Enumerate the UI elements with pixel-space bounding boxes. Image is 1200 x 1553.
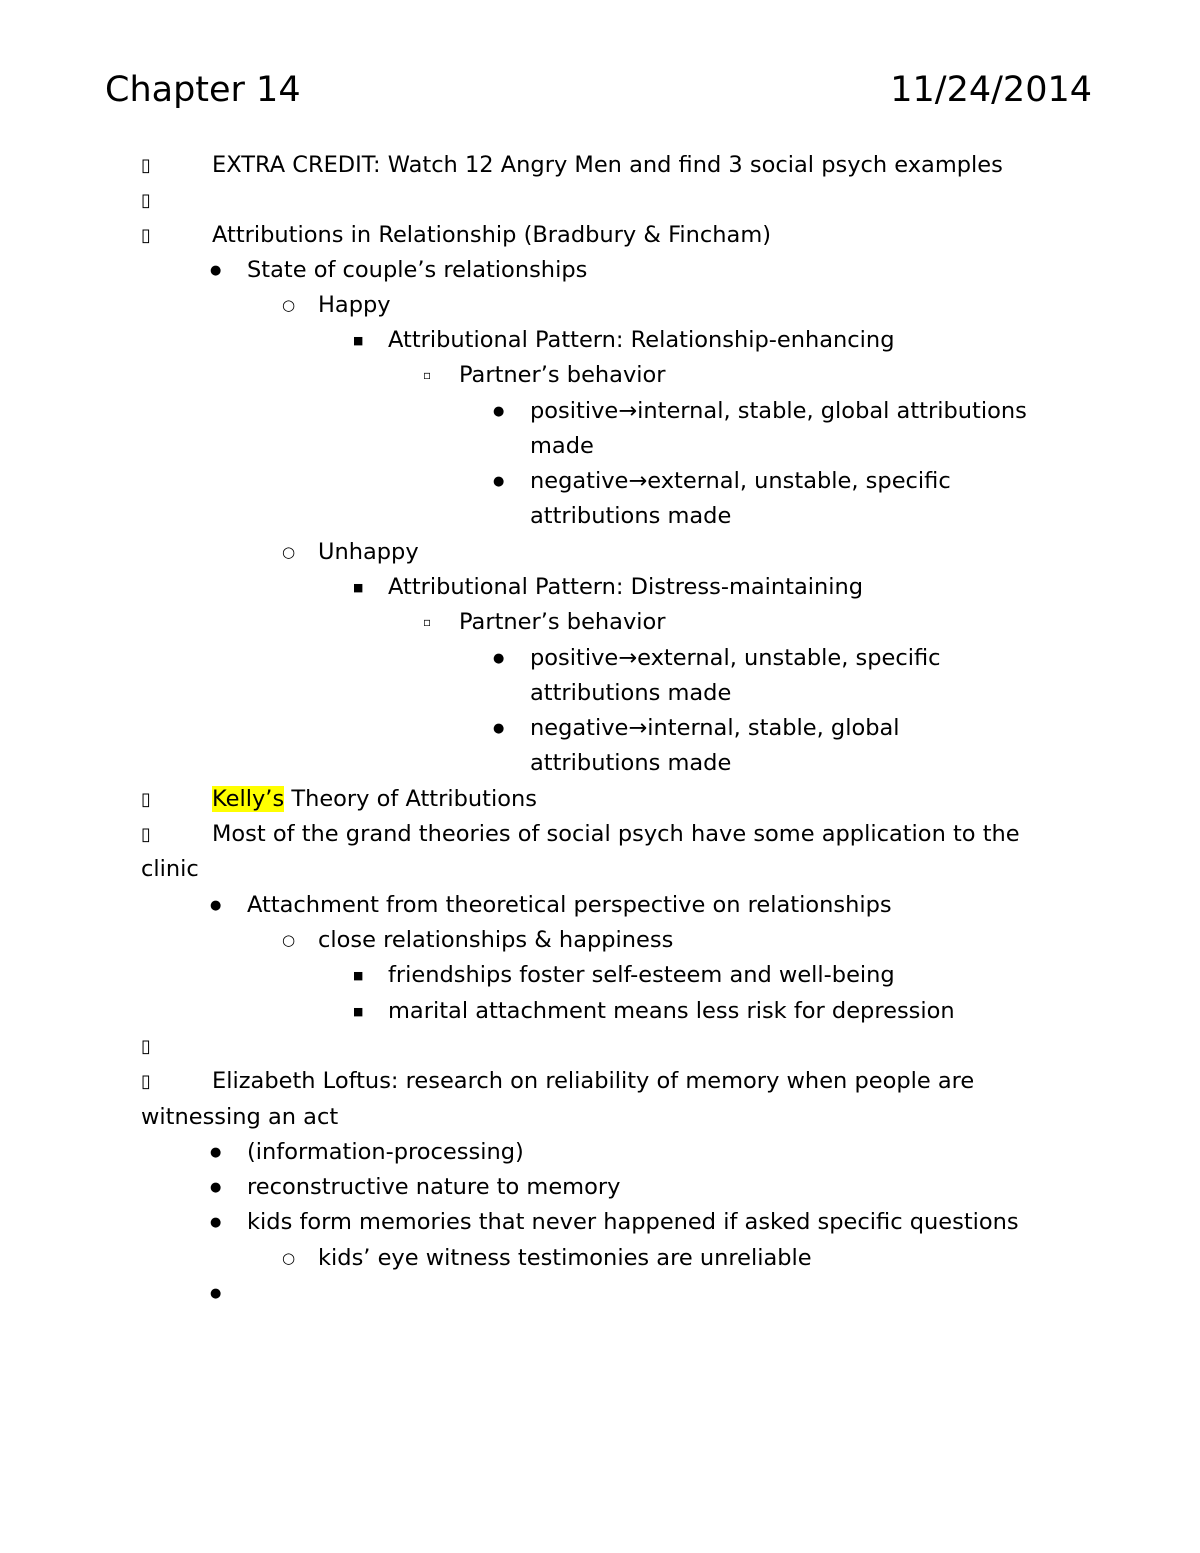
note-text — [530, 711, 900, 746]
note-line — [0, 394, 1200, 429]
box-bullet-icon: ▯ — [141, 1036, 151, 1057]
note-line — [0, 464, 1200, 499]
note-text: kids’ eye witness testimonies are unreliable — [318, 1245, 812, 1271]
note-line — [0, 253, 1200, 288]
note-text: kids form memories that never happened if asked specific questions — [247, 1209, 1019, 1235]
square-bullet-icon: ■ — [353, 1005, 364, 1018]
disc-bullet-icon: ● — [493, 474, 505, 489]
note-text-part: Theory of Attributions — [284, 786, 538, 812]
circle-bullet-icon: ○ — [282, 1249, 296, 1267]
disc-bullet-icon: ● — [210, 1286, 222, 1301]
note-line — [0, 817, 1200, 852]
square-bullet-icon: ■ — [353, 334, 364, 347]
note-text-part: external, unstable, specific — [647, 468, 951, 494]
note-line — [0, 782, 1200, 817]
note-line — [0, 358, 1200, 393]
note-text: attributions made — [530, 503, 732, 529]
note-text: Attributional Pattern: Relationship-enhancing — [388, 327, 895, 353]
note-text: friendships foster self-esteem and well-being — [388, 962, 895, 988]
square-bullet-icon: ■ — [353, 969, 364, 982]
note-text-part: external, unstable, specific — [637, 645, 941, 671]
note-text: (information-processing) — [247, 1139, 524, 1165]
note-text: Happy — [318, 292, 391, 318]
highlighted-text: Kelly’s — [212, 786, 285, 812]
note-line — [0, 499, 1200, 534]
circle-bullet-icon: ○ — [282, 931, 296, 949]
box-bullet-icon: ▯ — [141, 190, 151, 211]
note-line — [0, 746, 1200, 781]
note-text: Unhappy — [318, 539, 419, 565]
note-text: Attachment from theoretical perspective on relationships — [247, 892, 892, 918]
disc-bullet-icon: ● — [210, 1215, 222, 1230]
note-line — [0, 1170, 1200, 1205]
note-text-part: internal, stable, global — [647, 715, 900, 741]
note-text: Attributional Pattern: Distress-maintaining — [388, 574, 864, 600]
note-line — [0, 1029, 1200, 1064]
note-line — [0, 1241, 1200, 1276]
disc-bullet-icon: ● — [493, 721, 505, 736]
note-text: witnessing an act — [141, 1104, 339, 1130]
note-text: State of couple’s relationships — [247, 257, 588, 283]
note-text: Attributions in Relationship (Bradbury & Fincham) — [212, 222, 772, 248]
note-line — [0, 1276, 1200, 1311]
square-bullet-icon: ■ — [353, 581, 364, 594]
note-text: Partner’s behavior — [459, 609, 666, 635]
note-line — [0, 923, 1200, 958]
page-title: Chapter 14 — [105, 70, 301, 110]
disc-bullet-icon: ● — [210, 263, 222, 278]
note-line — [0, 641, 1200, 676]
note-line — [0, 570, 1200, 605]
note-text: attributions made — [530, 750, 732, 776]
note-line — [0, 605, 1200, 640]
box-bullet-icon: ▯ — [141, 155, 151, 176]
box-bullet-icon: ▯ — [141, 824, 151, 845]
note-text — [530, 464, 951, 499]
disc-bullet-icon: ● — [210, 898, 222, 913]
note-line — [0, 852, 1200, 887]
note-text — [530, 641, 941, 676]
arrow-icon: → — [628, 715, 648, 741]
note-text-part: negative — [530, 468, 629, 494]
circle-bullet-icon: ○ — [282, 296, 296, 314]
note-text: attributions made — [530, 680, 732, 706]
note-text: clinic — [141, 856, 199, 882]
note-text: Partner’s behavior — [459, 362, 666, 388]
note-text: Most of the grand theories of social psych have some application to the — [212, 821, 1020, 847]
note-line — [0, 183, 1200, 218]
note-line — [0, 888, 1200, 923]
note-line — [0, 958, 1200, 993]
note-text-part: negative — [530, 715, 629, 741]
arrow-icon: → — [628, 468, 648, 494]
note-text: EXTRA CREDIT: Watch 12 Angry Men and find 3 social psych examples — [212, 152, 1003, 178]
note-text: made — [530, 433, 594, 459]
page-date: 11/24/2014 — [890, 70, 1092, 110]
note-text-part: positive — [530, 398, 619, 424]
note-line — [0, 1064, 1200, 1099]
note-text: close relationships & happiness — [318, 927, 674, 953]
note-line — [0, 429, 1200, 464]
note-line — [0, 323, 1200, 358]
note-line — [0, 1135, 1200, 1170]
arrow-icon: → — [618, 398, 638, 424]
note-line — [0, 288, 1200, 323]
note-line — [0, 994, 1200, 1029]
note-line — [0, 676, 1200, 711]
note-line — [0, 218, 1200, 253]
note-text: reconstructive nature to memory — [247, 1174, 621, 1200]
box-bullet-icon: ▯ — [141, 789, 151, 810]
small-square-bullet-icon: ▫ — [423, 368, 432, 382]
note-line — [0, 1100, 1200, 1135]
small-square-bullet-icon: ▫ — [423, 615, 432, 629]
disc-bullet-icon: ● — [493, 651, 505, 666]
note-text-part: positive — [530, 645, 619, 671]
note-line — [0, 535, 1200, 570]
disc-bullet-icon: ● — [493, 404, 505, 419]
box-bullet-icon: ▯ — [141, 1071, 151, 1092]
note-text — [212, 782, 537, 817]
disc-bullet-icon: ● — [210, 1145, 222, 1160]
note-text — [530, 394, 1027, 429]
note-line — [0, 711, 1200, 746]
arrow-icon: → — [618, 645, 638, 671]
note-line — [0, 1205, 1200, 1240]
disc-bullet-icon: ● — [210, 1180, 222, 1195]
note-line — [0, 148, 1200, 183]
box-bullet-icon: ▯ — [141, 225, 151, 246]
circle-bullet-icon: ○ — [282, 543, 296, 561]
note-text-part: internal, stable, global attributions — [637, 398, 1027, 424]
note-text: marital attachment means less risk for depression — [388, 998, 955, 1024]
note-text: Elizabeth Loftus: research on reliability of memory when people are — [212, 1068, 975, 1094]
